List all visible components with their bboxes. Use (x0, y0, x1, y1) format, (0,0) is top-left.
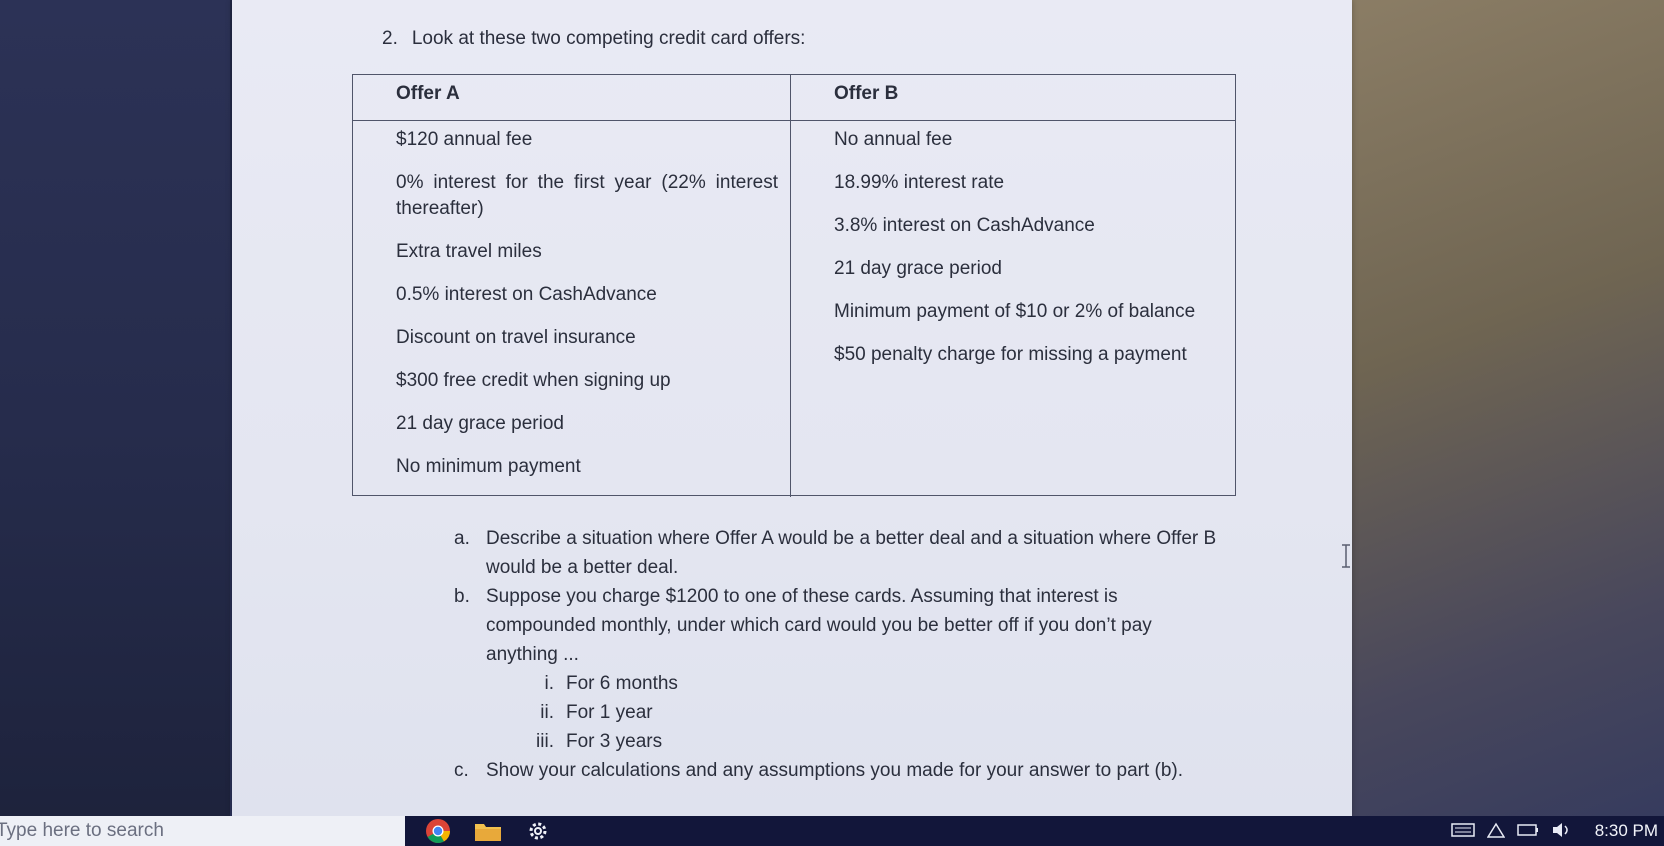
network-icon[interactable] (1487, 822, 1505, 841)
roman-marker: ii. (540, 702, 554, 723)
offer-b-item: Minimum payment of $10 or 2% of balance (834, 301, 1196, 322)
sub-question-b-item (454, 669, 1224, 698)
roman-marker: iii. (536, 731, 554, 752)
question-heading (382, 28, 805, 50)
sub-question-marker: c. (454, 760, 469, 781)
sub-question-marker: b. (454, 586, 470, 607)
search-input[interactable] (0, 819, 403, 843)
system-tray (1451, 821, 1664, 841)
offer-b-item: 3.8% interest on CashAdvance (834, 215, 1095, 236)
text-cursor-icon (1340, 544, 1352, 568)
offer-a-column (353, 121, 791, 497)
offer-a-item: 0.5% interest on CashAdvance (396, 284, 657, 305)
question-text: Look at these two competing credit card offers: (411, 28, 806, 49)
offer-a-item: Discount on travel insurance (396, 327, 636, 348)
sub-question-text: Describe a situation where Offer A would be a better deal and a situation where Offer B would be a better deal. (486, 528, 1217, 578)
monitor-right-area (1304, 0, 1664, 846)
file-explorer-icon[interactable] (471, 816, 505, 846)
keyboard-icon[interactable] (1451, 822, 1475, 841)
document-page (232, 0, 1352, 816)
offer-a-item: 0% interest for the first year (22% interest thereafter) (396, 172, 778, 219)
taskbar (0, 816, 1664, 846)
offer-a-item: $120 annual fee (396, 129, 533, 150)
offer-a-item: 21 day grace period (396, 413, 564, 434)
offer-a-header: Offer A (353, 75, 791, 121)
offer-b-item: No annual fee (834, 129, 953, 150)
taskbar-clock[interactable]: 8:30 PM (1594, 821, 1658, 840)
battery-icon[interactable] (1517, 823, 1539, 840)
roman-text: For 3 years (566, 731, 663, 752)
sub-question-text: Show your calculations and any assumptions you made for your answer to part (b). (486, 760, 1184, 781)
sub-question-marker: a. (454, 528, 470, 549)
offer-b-column (791, 121, 1235, 497)
monitor-left-area (0, 0, 230, 846)
offer-b-item: $50 penalty charge for missing a payment (834, 344, 1187, 365)
taskbar-search[interactable] (0, 816, 405, 846)
sub-question-c (454, 756, 1224, 785)
offer-b-item: 21 day grace period (834, 258, 1002, 279)
roman-marker: i. (544, 673, 554, 694)
offer-b-header: Offer B (791, 75, 1235, 121)
offer-b-item: 18.99% interest rate (834, 172, 1005, 193)
roman-text: For 1 year (566, 702, 653, 723)
question-number: 2. (382, 28, 398, 49)
chrome-icon[interactable] (421, 816, 455, 846)
offers-table (352, 74, 1236, 496)
sub-question-b-item (454, 698, 1224, 727)
sub-question-b (454, 582, 1224, 669)
sub-questions (454, 524, 1224, 785)
sub-question-text: Suppose you charge $1200 to one of these cards. Assuming that interest is compounded monthly, under which card would you be better off if you don’t pay anything ... (486, 586, 1152, 665)
offer-a-item: No minimum payment (396, 456, 581, 477)
sub-question-b-item (454, 727, 1224, 756)
roman-text: For 6 months (566, 673, 678, 694)
offer-a-item: $300 free credit when signing up (396, 370, 671, 391)
volume-icon[interactable] (1551, 822, 1573, 841)
settings-icon[interactable] (521, 816, 555, 846)
sub-question-a (454, 524, 1224, 582)
offer-a-item: Extra travel miles (396, 241, 542, 262)
